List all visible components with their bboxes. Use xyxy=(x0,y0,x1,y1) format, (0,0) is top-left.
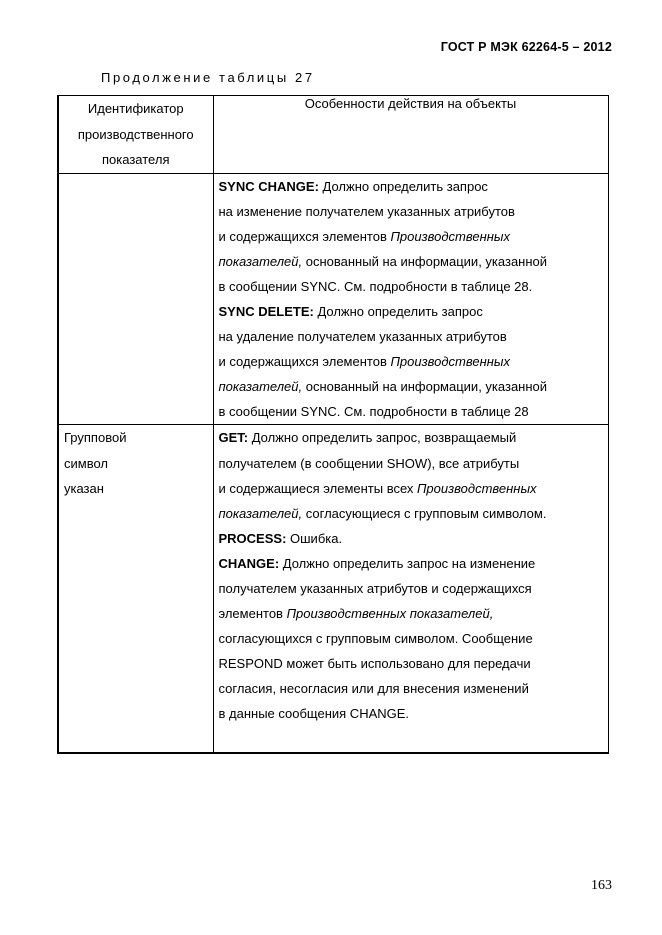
plain-text: согласующихся с групповым символом. Сообщение xyxy=(218,631,533,647)
plain-text: Должно определить запрос на изменение xyxy=(279,555,536,571)
plain-text: элементов xyxy=(218,606,287,622)
text-line xyxy=(214,224,608,249)
text-line xyxy=(214,299,608,324)
plain-text: получателем (в сообщении SHOW), все атрибуты xyxy=(218,455,520,471)
bold-term: SYNC CHANGE: xyxy=(218,178,319,194)
plain-text: в данные сообщения CHANGE. xyxy=(218,706,410,722)
text-line xyxy=(214,676,608,701)
italic-term: показателей, xyxy=(218,379,303,395)
text-line xyxy=(214,551,608,576)
standard-designation: ГОСТ Р МЭК 62264-5 – 2012 xyxy=(440,40,612,54)
plain-text: в сообщении SYNC. См. подробности в таблице 28. xyxy=(218,278,533,294)
table-continuation-caption: Продолжение таблицы 27 xyxy=(101,70,315,85)
bold-term: SYNC DELETE: xyxy=(218,303,314,319)
text-line xyxy=(214,274,608,299)
text-line xyxy=(214,425,608,450)
identifier-line: Групповой xyxy=(64,430,127,446)
text-line xyxy=(214,374,608,399)
bold-term: PROCESS: xyxy=(218,530,287,546)
italic-term: показателей, xyxy=(218,505,303,521)
plain-text: Должно определить запрос, возвращаемый xyxy=(248,430,517,446)
header-identifier-line: Идентификатор xyxy=(87,101,184,116)
italic-term: Производственных показателей, xyxy=(286,606,494,622)
header-identifier-line: производственного xyxy=(77,126,194,142)
text-line xyxy=(214,501,608,526)
plain-text: Ошибка. xyxy=(286,530,343,546)
identifier-line: указан xyxy=(64,480,104,496)
text-line xyxy=(214,601,608,626)
italic-term: Производственных xyxy=(390,354,510,370)
page-number: 163 xyxy=(591,878,612,893)
text-line xyxy=(214,399,608,424)
text-line xyxy=(214,576,608,601)
plain-text: и содержащихся элементов xyxy=(218,228,391,244)
plain-text: на изменение получателем указанных атрибутов xyxy=(218,203,515,219)
text-line xyxy=(214,324,608,349)
plain-text: Должно определить запрос xyxy=(318,178,488,194)
plain-text: на удаление получателем указанных атрибутов xyxy=(218,329,507,345)
header-identifier-line: показателя xyxy=(102,152,170,167)
cell-identifier-wildcard xyxy=(58,425,213,753)
text-line xyxy=(214,476,608,501)
cell-bottom-spacing xyxy=(214,727,608,752)
text-line xyxy=(214,199,608,224)
table-row-wildcard xyxy=(58,425,608,753)
header-object-actions: Особенности действия на объекты xyxy=(213,96,608,174)
plain-text: Должно определить запрос xyxy=(313,303,483,319)
italic-term: показателей, xyxy=(218,253,303,269)
plain-text: и содержащиеся элементы всех xyxy=(218,480,418,496)
text-line xyxy=(214,249,608,274)
identifier-line: символ xyxy=(64,455,108,471)
cell-wildcard-actions xyxy=(213,425,608,753)
plain-text-tail: основанный на информации, указанной xyxy=(302,379,548,395)
italic-term: Производственных xyxy=(390,228,510,244)
table-header-row xyxy=(58,96,608,174)
cell-identifier-empty xyxy=(58,173,213,425)
plain-text: и содержащихся элементов xyxy=(218,354,391,370)
table-row-sync xyxy=(58,173,608,425)
text-line xyxy=(214,174,608,199)
text-line xyxy=(214,701,608,726)
italic-term: Производственных xyxy=(417,480,537,496)
text-line xyxy=(214,626,608,651)
header-identifier xyxy=(58,96,213,174)
bold-term: GET: xyxy=(218,430,249,446)
bold-term: CHANGE: xyxy=(218,555,280,571)
plain-text: получателем указанных атрибутов и содержащихся xyxy=(218,581,532,596)
requirements-table xyxy=(57,95,609,754)
plain-text: согласия, несогласия или для внесения изменений xyxy=(218,681,529,697)
plain-text-tail: согласующиеся с групповым символом. xyxy=(302,505,547,521)
plain-text: RESPOND может быть использовано для передачи xyxy=(218,656,531,672)
plain-text: в сообщении SYNC. См. подробности в таблице 28 xyxy=(218,404,529,420)
text-line xyxy=(214,349,608,374)
cell-sync-actions xyxy=(213,173,608,425)
text-line xyxy=(214,526,608,551)
plain-text-tail: основанный на информации, указанной xyxy=(302,253,548,269)
text-line xyxy=(214,451,608,476)
text-line xyxy=(214,651,608,676)
